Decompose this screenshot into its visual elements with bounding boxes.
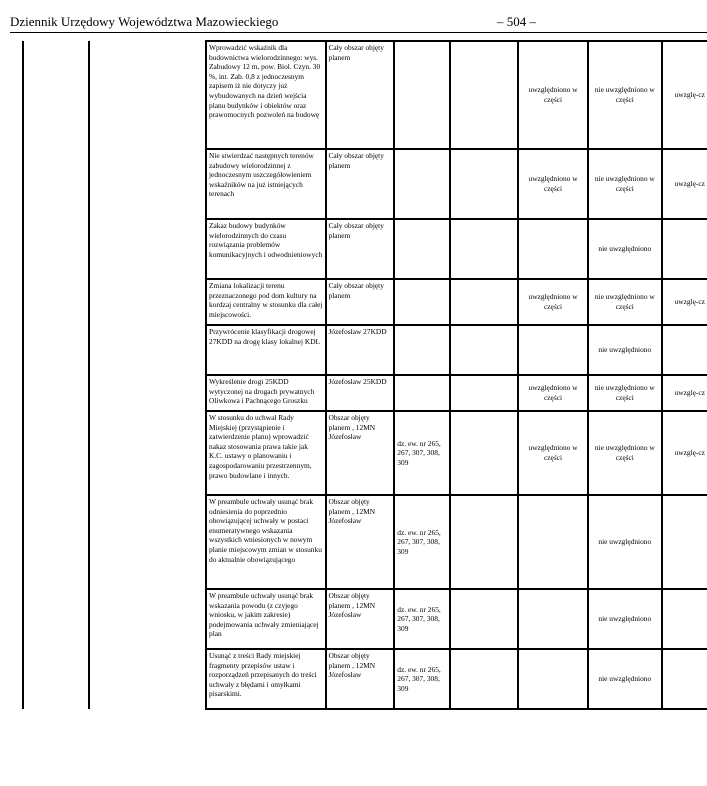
empty-cell xyxy=(450,589,519,649)
empty-cell xyxy=(450,219,519,279)
area-cell: Obszar objęty planem , 12MN Józefosław xyxy=(326,589,395,649)
table-row xyxy=(206,375,707,411)
parcels-cell xyxy=(394,375,449,411)
resolution-cell-truncated xyxy=(662,41,707,149)
resolution-cell xyxy=(518,649,588,709)
truncated-text: uwzglę-cz xyxy=(674,388,705,398)
remark-text-cell: W preambule uchwały usunąć brak odniesienia do poprzednio obowiązującej uchwały w postaci enumeratywnego wskazania wszystkich wniesionych w nowym planie miejscowym zmian w stosunku do aktualnie obowiązującego xyxy=(206,495,326,589)
remark-text-cell: W stosunku do uchwał Rady Miejskiej (przystąpienie i zatwierdzenie planu) wprowadzić nakaz stosowania prawa takie jak K.C. ustawy o planowaniu i zagospodarowaniu przestrzennym, prawo budowlane i innych. xyxy=(206,411,326,495)
empty-cell xyxy=(450,495,519,589)
remark-text-cell: Wprowadzić wskaźnik dla budownictwa wielorodzinnego: wys. Zabudowy 12 m, pow. Biol. Czyn. 30 %, int. Zab. 0,8 z jednoczesnym zapisem iż nie dotyczy już wybudowanych na dzień wejścia planu budynków i obiektów oraz prawomocnych pozwoleń na budowę xyxy=(206,41,326,149)
resolution-cell: nie uwzględniono xyxy=(588,649,662,709)
table-row xyxy=(206,41,707,149)
resolution-cell: uwzględniono w części xyxy=(518,375,588,411)
empty-cell xyxy=(450,375,519,411)
remark-text-cell: W preambule uchwały usunąć brak wskazania powodu (z czyjego wniosku, w jakim zakresie) podejmowania uchwały zmieniającej plan xyxy=(206,589,326,649)
remark-text-cell: Zmiana lokalizacji terenu przeznaczonego pod dom kultury na kordzaj centralny w stosunku dla całej miejscowości. xyxy=(206,279,326,325)
area-cell: Cały obszar objęty planem xyxy=(326,219,395,279)
second-column-border xyxy=(88,41,90,709)
resolution-cell: uwzględniono w części xyxy=(518,41,588,149)
area-cell: Cały obszar objęty planem xyxy=(326,41,395,149)
parcels-cell: dz. ew. nr 265, 267, 307, 308, 309 xyxy=(394,411,449,495)
resolution-cell xyxy=(518,219,588,279)
table-row xyxy=(206,495,707,589)
empty-cell xyxy=(450,149,519,219)
resolution-cell xyxy=(518,495,588,589)
journal-title: Dziennik Urzędowy Województwa Mazowieckiego xyxy=(10,14,279,29)
remarks-table xyxy=(205,40,707,710)
truncated-text: uwzglę-cz xyxy=(674,297,705,307)
table-row xyxy=(206,589,707,649)
resolution-cell: uwzględniono w części xyxy=(518,279,588,325)
resolution-cell xyxy=(518,589,588,649)
area-cell: Cały obszar objęty planem xyxy=(326,149,395,219)
resolution-cell: nie uwzględniono xyxy=(588,325,662,375)
resolution-cell xyxy=(518,325,588,375)
remarks-table-body xyxy=(206,41,707,709)
area-cell: Józefosław 25KDD xyxy=(326,375,395,411)
resolution-cell-truncated xyxy=(662,219,707,279)
area-cell: Obszar objęty planem , 12MN Józefosław xyxy=(326,495,395,589)
resolution-cell: nie uwzględniono w części xyxy=(588,375,662,411)
resolution-cell: nie uwzględniono xyxy=(588,219,662,279)
left-column-border xyxy=(22,41,24,709)
empty-cell xyxy=(450,279,519,325)
remark-text-cell: Usunąć z treści Rady miejskiej fragmenty przepisów ustaw i rozporządzeń przepisanych do treści uchwały z błędami i omyłkami pisarskimi. xyxy=(206,649,326,709)
resolution-cell-truncated xyxy=(662,411,707,495)
parcels-cell: dz. ew. nr 265, 267, 307, 308, 309 xyxy=(394,589,449,649)
resolution-cell: nie uwzględniono xyxy=(588,495,662,589)
parcels-cell xyxy=(394,279,449,325)
truncated-text: uwzglę-cz xyxy=(674,448,705,458)
empty-cell xyxy=(450,649,519,709)
area-cell: Cały obszar objęty planem xyxy=(326,279,395,325)
resolution-cell: nie uwzględniono w części xyxy=(588,149,662,219)
resolution-cell-truncated xyxy=(662,149,707,219)
header-rule xyxy=(10,32,707,33)
empty-cell xyxy=(450,325,519,375)
table-row xyxy=(206,411,707,495)
table-row xyxy=(206,149,707,219)
resolution-cell-truncated xyxy=(662,649,707,709)
empty-cell xyxy=(450,41,519,149)
resolution-cell: nie uwzględniono xyxy=(588,589,662,649)
parcels-cell xyxy=(394,219,449,279)
area-cell: Obszar objęty planem , 12MN Józefosław xyxy=(326,411,395,495)
resolution-cell: uwzględniono w części xyxy=(518,149,588,219)
resolution-cell-truncated xyxy=(662,279,707,325)
resolution-cell-truncated xyxy=(662,375,707,411)
resolution-cell: nie uwzględniono w części xyxy=(588,279,662,325)
remark-text-cell: Nie stwierdzać następnych terenów zabudowy wielorodzinnej z jednoczesnym uszczegółowieniem wskaźników na już istniejących terenach xyxy=(206,149,326,219)
area-cell: Józefosław 27KDD xyxy=(326,325,395,375)
parcels-cell: dz. ew. nr 265, 267, 307, 308, 309 xyxy=(394,649,449,709)
area-cell: Obszar objęty planem , 12MN Józefosław xyxy=(326,649,395,709)
table-row xyxy=(206,325,707,375)
empty-cell xyxy=(450,411,519,495)
resolution-cell: uwzględniono w części xyxy=(518,411,588,495)
parcels-cell xyxy=(394,41,449,149)
page-number: – 504 – xyxy=(497,14,536,29)
resolution-cell-truncated xyxy=(662,325,707,375)
resolution-cell: nie uwzględniono w części xyxy=(588,411,662,495)
parcels-cell xyxy=(394,149,449,219)
table-row xyxy=(206,649,707,709)
truncated-text: uwzglę-cz xyxy=(674,90,705,100)
parcels-cell xyxy=(394,325,449,375)
resolution-cell: nie uwzględniono w części xyxy=(588,41,662,149)
remark-text-cell: Przywrócenie klasyfikacji drogowej 27KDD na drogę klasy lokalnej KDL xyxy=(206,325,326,375)
table-row xyxy=(206,219,707,279)
remark-text-cell: Zakaz budowy budynków wielorodzinnych do czasu rozwiązania problemów komunikacyjnych i odwodnieniowych xyxy=(206,219,326,279)
resolution-cell-truncated xyxy=(662,495,707,589)
remark-text-cell: Wykreślenie drogi 25KDD wytyczonej na drogach prywatnych Oliwkowa i Pachnącego Groszku xyxy=(206,375,326,411)
truncated-text: uwzglę-cz xyxy=(674,179,705,189)
parcels-cell: dz. ew. nr 265, 267, 307, 308, 309 xyxy=(394,495,449,589)
table-row xyxy=(206,279,707,325)
resolution-cell-truncated xyxy=(662,589,707,649)
